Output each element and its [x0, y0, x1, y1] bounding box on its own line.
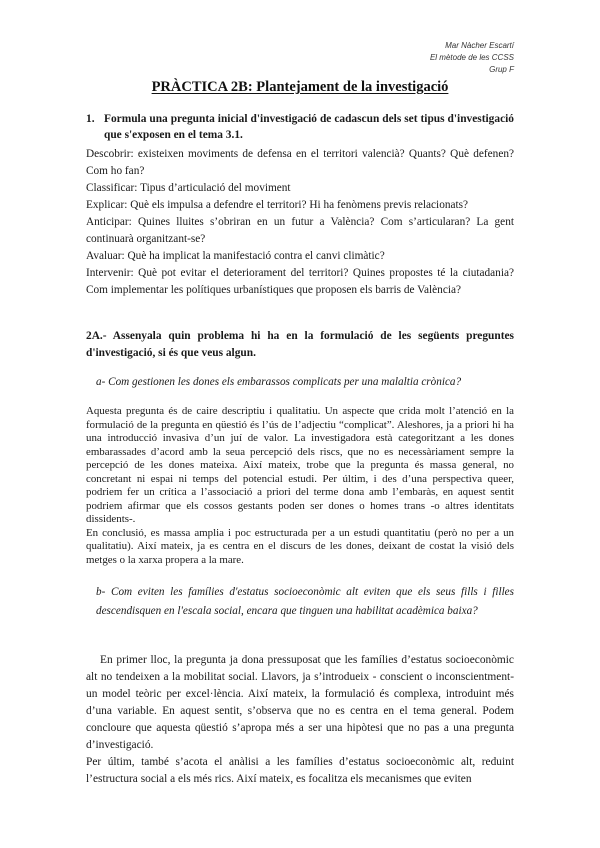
item-explicar: Explicar: Què els impulsa a defendre el territori? Hi ha fenòmens previs relacionats? — [86, 199, 469, 211]
answer-b — [86, 652, 514, 788]
answer-a — [86, 405, 514, 567]
item-intervenir: Intervenir: Què pot evitar el deteriorament del territori? Quines propostes té la ciutadania? Com implementar les polítiques urbanístiques que proposen els barris de València? — [86, 267, 514, 296]
answer-a-paragraph: Aquesta pregunta és de caire descriptiu i qualitatiu. Un aspecte que crida molt l’atenció en la formulació de la pregunta en qüestió és l’ús de l’adjectiu “complicat”. Aleshores, ja a priori hi ha una introducció invasiva d’un juí de valor. La investigadora està categoritzant a les dones embarassades d’acord amb la seua percepció dels riscs, que no es necessàriament sempre la percepció de les dones mateixa. Així mateix, trobe que la pregunta és massa general, no concretant ni espai ni temps del potencial estudi. Per últim, i des d’una perspectiva queer, podriem fer un crítica a l’associació a priori del terme dona amb l’embaràs, en aquest sentit podriem afirmar que els cossos gestants poden ser dones o homes trans -o altres identitats dissidents-. — [86, 405, 514, 525]
header-block — [314, 40, 514, 76]
answer-b-continuation: Per últim, també s’acota el anàlisi a les famílies d’estatus socioeconòmic alt, reduint l’estructura social a els més rics. Així mateix, es focalitza els mecanismes que eviten — [86, 756, 514, 785]
page-title: PRÀCTICA 2B: Plantejament de la investigació — [151, 79, 449, 95]
answer-a-conclusion: En conclusió, es massa amplia i poc estructurada per a un estudi quantitatiu (però no per a un qualitatiu). Així mateix, ja es centra en el discurs de les dones, deixant de costat la visió dels metges o la xarxa propera a la mare. — [86, 526, 514, 566]
section1-heading — [86, 111, 514, 143]
question-b: b- Com eviten les famílies d'estatus socioeconòmic alt eviten que els seus fills i filles descendisquen en l'escala social, encara que tinguen una habilitat acadèmica baixa? — [96, 586, 514, 617]
author-name: Mar Nàcher Escartí — [445, 41, 514, 50]
item-descobrir: Descobrir: existeixen moviments de defensa en el territori valencià? Quants? Què defenen? Com ho fan? — [86, 148, 514, 177]
question-a: a- Com gestionen les dones els embarassos complicats per una malaltia crònica? — [96, 376, 462, 388]
item-classificar: Classificar: Tipus d’articulació del moviment — [86, 182, 291, 194]
section2a-heading: 2A.- Assenyala quin problema hi ha en la formulació de les següents preguntes d'investigació, si és que veus algun. — [86, 330, 514, 359]
item-anticipar: Anticipar: Quines lluites s’obriran en un futur a València? Com s’articularan? La gent continuarà organitzant-se? — [86, 216, 514, 245]
answer-b-paragraph: En primer lloc, la pregunta ja dona pressuposat que les famílies d’estatus socioeconòmic alt no tendeixen a la mobilitat social. Llavors, ja s’introdueix - conscient o inconscientment- un model teòric per excel·lència. Així mateix, la formulació és complexa, introduint més d’una variable. En aquest sentit, s’observa que no es centra en el tema general. Podem concloure que aquesta qüestió s’apropa més a ser una hipòtesi que no pas a una pregunta d’investigació. — [86, 654, 514, 751]
section1-number: 1. — [86, 113, 95, 125]
section1-heading-text: Formula una pregunta inicial d'investigació de cadascun dels set tipus d'investigació que s'exposen en el tema 3.1. — [104, 113, 514, 141]
item-avaluar: Avaluar: Què ha implicat la manifestació contra el canvi climàtic? — [86, 250, 385, 262]
group-label: Grup F — [489, 65, 514, 74]
course-subject: El mètode de les CCSS — [429, 53, 514, 62]
